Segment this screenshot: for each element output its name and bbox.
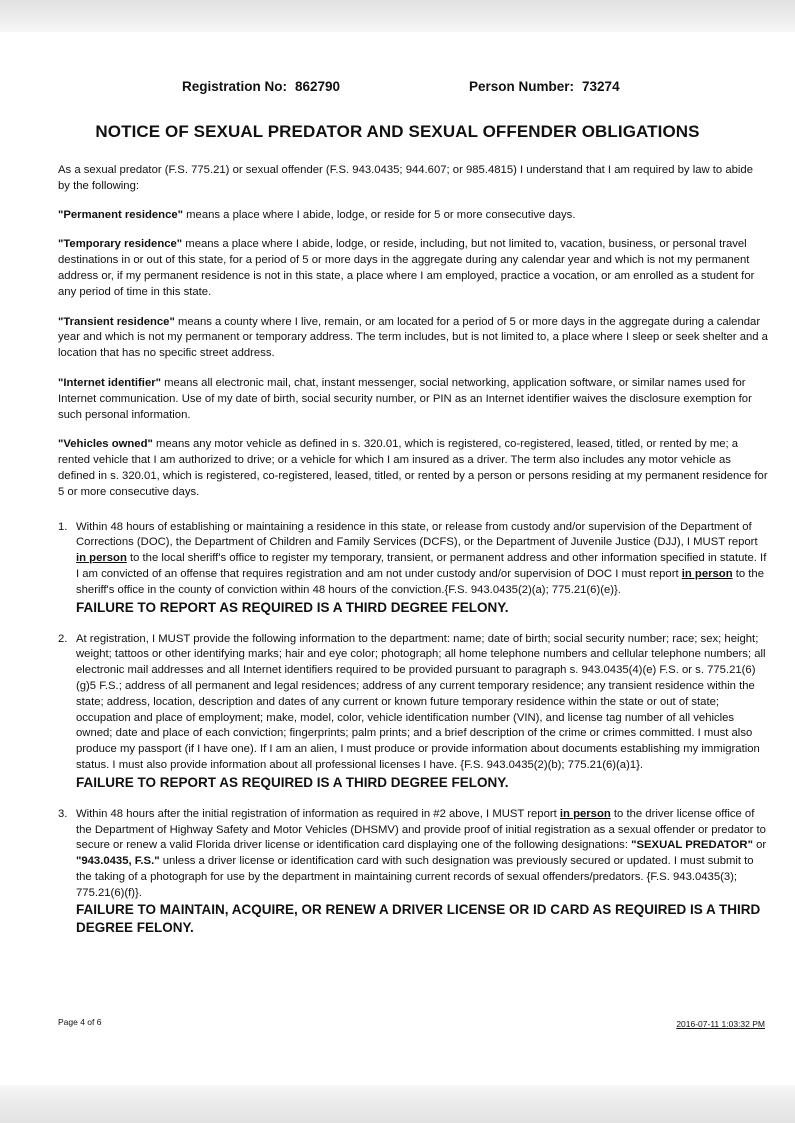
designation-statute: "943.0435, F.S." (76, 855, 160, 868)
definition-term: "Internet identifier" (58, 376, 161, 389)
registration-field (182, 79, 340, 94)
item-text (76, 807, 768, 902)
definition-text: means a place where I abide, lodge, or reside for 5 or more consecutive days. (183, 208, 576, 221)
felony-warning: FAILURE TO REPORT AS REQUIRED IS A THIRD DEGREE FELONY. (76, 599, 509, 615)
emphasis-in-person: in person (76, 552, 127, 565)
felony-warning: FAILURE TO REPORT AS REQUIRED IS A THIRD DEGREE FELONY. (76, 774, 509, 790)
print-timestamp: 2016-07-11 1:03:32 PM (676, 1019, 765, 1029)
scan-bottom-edge (0, 1085, 795, 1123)
person-field (469, 79, 620, 94)
definition-permanent-residence (58, 208, 768, 224)
registration-header (0, 79, 795, 97)
registration-label: Registration No: (182, 79, 288, 94)
obligation-item-2 (58, 632, 768, 792)
definition-text: means a county where I live, remain, or am located for a period of 5 or more days in the aggregate during a calendar year and which is not my permanent or temporary address. The term includes, but is not limited to, a place where I sleep or seek shelter and a location that has no specific street address. (58, 315, 768, 360)
document-body (58, 163, 768, 952)
obligation-item-1 (58, 520, 768, 617)
item-text (76, 520, 768, 599)
definition-transient-residence (58, 315, 768, 362)
item-text-part: to the sheriff's office in the county of conviction within 48 hours of the conviction.{F.S. 943.0435(2)(a); 775.21(6)(e)}. (76, 567, 764, 596)
definition-text: means a place where I abide, lodge, or reside, including, but not limited to, vacation, business, or personal travel destinations in or out of this state, for a period of 5 or more days in the aggregate during any calendar year and which is not my permanent address or, if my permanent residence is not in this state, a place where I am employed, practice a vocation, or am enrolled as a student for any period of time in this state. (58, 238, 755, 298)
item-text-part: Within 48 hours of establishing or maintaining a residence in this state, or release from custody and/or supervision of the Department of Corrections (DOC), the Department of Children and Family Services (DCFS), or the Department of Juvenile Justice (DJJ), I MUST report (76, 520, 758, 549)
item-number: 3. (58, 807, 68, 820)
person-label: Person Number: (469, 79, 575, 94)
item-text-part: to the local sheriff's office to register my temporary, transient, or permanent address and other information specified in statute. If I am convicted of an offense that requires registration and am not under custody and/or supervision of DOC I must report (76, 552, 767, 580)
definition-vehicles-owned (58, 437, 768, 500)
item-number: 1. (58, 520, 68, 533)
obligations-list (58, 520, 768, 938)
item-text-part: unless a driver license or identification card with such designation was previously secured or updated. I must submit to the taking of a photograph for use by the department in maintaining current records of sexual offenders/predators. {F.S. 943.0435(3); 775.21(6)(f)}. (76, 855, 754, 899)
obligation-item-3 (58, 807, 768, 938)
definition-temporary-residence (58, 237, 768, 300)
emphasis-in-person: in person (559, 807, 611, 820)
felony-warning: FAILURE TO MAINTAIN, ACQUIRE, OR RENEW A DRIVER LICENSE OR ID CARD AS REQUIRED IS A THIRD DEGREE FELONY. (76, 902, 761, 936)
definition-internet-identifier (58, 376, 768, 423)
emphasis-in-person: in person (681, 567, 733, 580)
item-number: 2. (58, 632, 68, 645)
intro-paragraph: As a sexual predator (F.S. 775.21) or sexual offender (F.S. 943.0435; 944.607; or 985.4815) I understand that I am required by law to abide by the following: (58, 164, 753, 192)
page-number: Page 4 of 6 (58, 1017, 102, 1027)
item-text-part: or (752, 839, 767, 852)
page-title: NOTICE OF SEXUAL PREDATOR AND SEXUAL OFFENDER OBLIGATIONS (95, 122, 700, 141)
definition-text: means any motor vehicle as defined in s. 320.01, which is registered, co-registered, leased, titled, or rented by me; a rented vehicle that I am authorized to drive; or a vehicle for which I am insured as a driver. The term also includes any motor vehicle as defined in s. 320.01, which is registered, co-registered, leased, titled, or rented by a person or persons residing at my permanent residence for 5 or more consecutive days. (58, 438, 768, 498)
person-number: 73274 (582, 79, 620, 94)
item-text-part: to the driver license office of the Department of Highway Safety and Motor Vehicles (DHSMV) and provide proof of initial registration as a sexual offender or predator to secure or renew a valid Florida driver license or identification card displaying one of the following designations: (76, 807, 766, 852)
scan-top-edge (0, 0, 795, 32)
definition-text: means all electronic mail, chat, instant messenger, social networking, application software, or similar names used for Internet communication. Use of my date of birth, social security number, or PIN as an Internet identifier waives the disclosure exemption for such personal information. (58, 376, 752, 421)
item-text: At registration, I MUST provide the following information to the department: name; date of birth; social security number; race; sex; height; weight; tattoos or other identifying marks; hair and eye color; photograph; all home telephone numbers and cellular telephone numbers; all electronic mail addresses and all Internet identifiers required to be provided pursuant to paragraph s. 943.0435(4)(e) F.S. or s. 775.21(6)(g)5 F.S.; address of all permanent and legal residences; address of any current temporary residence; any transient residence within the state; address, location, description and dates of any current or known future temporary residence within the state or out of state; occupation and place of employment; make, model, color, vehicle identification number (VIN), and license tag number of all vehicles owned; date and place of each conviction; fingerprints; palm prints; and a brief description of the crime or crimes committed. I must also produce my passport (if I have one). If I am an alien, I must produce or provide information about documents establishing my immigration status. I must also provide information about all professional licenses I have. {F.S. 943.0435(2)(b); 775.21(6)(a)1}. (76, 632, 766, 771)
definition-term: "Permanent residence" (58, 208, 183, 221)
definition-term: "Vehicles owned" (58, 438, 153, 451)
definition-term: "Transient residence" (58, 315, 175, 328)
registration-number: 862790 (295, 79, 341, 94)
designation-sexual-predator: "SEXUAL PREDATOR" (631, 839, 753, 852)
item-text-part: Within 48 hours after the initial registration of information as required in #2 above, I MUST report (76, 807, 560, 820)
definition-term: "Temporary residence" (58, 238, 183, 251)
